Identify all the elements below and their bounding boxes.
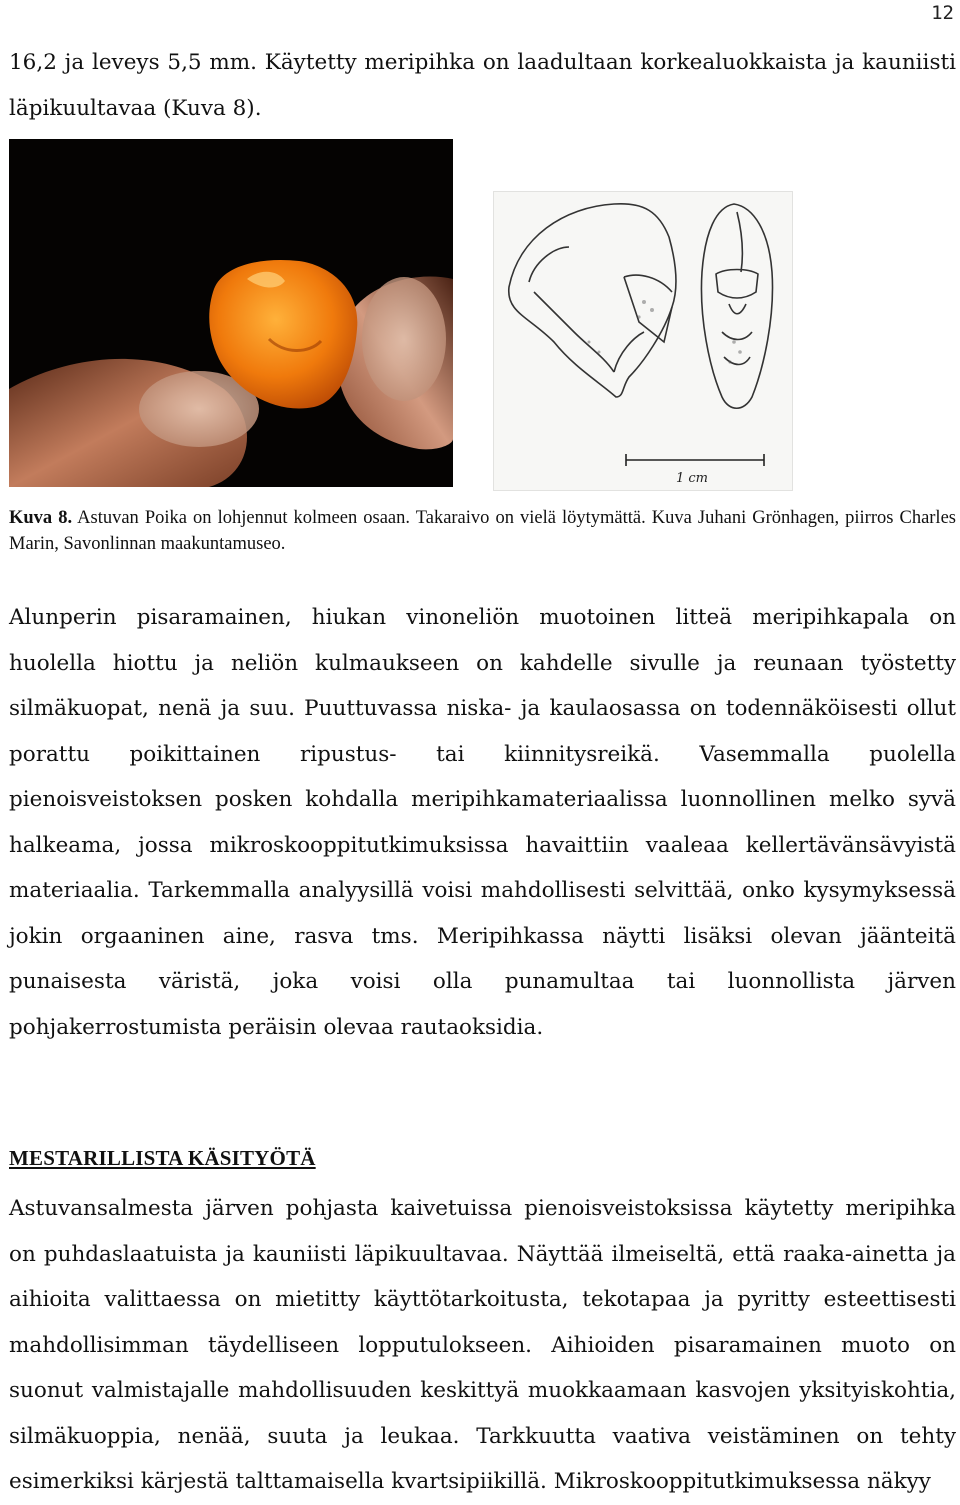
body-paragraph-2: Astuvansalmesta järven pohjasta kaivetuissa pienoisveistoksissa käytetty meripihka on puhdaslaatuista ja kauniisti läpikuultavaa. Näyttää ilmeiseltä, että raaka-ainetta ja aihioita valittaessa on mietitty käyttötarkoitusta, tekotapaa ja pyritty esteettisesti mahdollisimman täydelliseen lopputulokseen. Aihioiden pisaramainen muoto on suonut valmistajalle mahdollisuuden keskittyä muokkaamaan kasvojen yksityiskohtia, silmäkuoppia, nenää, suuta ja leukaa. Tarkkuutta vaativa veistäminen on tehty esimerkiksi kärjestä talttamaisella kvartsipiikillä. Mikroskooppitutkimuksessa näkyy — [9, 1196, 956, 1494]
figure-caption — [9, 505, 956, 557]
intro-paragraph: 16,2 ja leveys 5,5 mm. Käytetty meripihka on laadultaan korkealuokkaista ja kauniisti läpikuultavaa (Kuva 8). — [9, 50, 956, 121]
page-number: 12 — [931, 2, 954, 24]
figurine-line-drawing — [493, 191, 793, 491]
amber-figurine-photo — [9, 139, 453, 487]
figure-caption-label: Kuva 8. — [9, 508, 73, 528]
body-paragraph-1: Alunperin pisaramainen, hiukan vinoneliön muotoinen litteä meripihkapala on huolella hiottu ja neliön kulmaukseen on kahdelle sivulle ja reunaan työstetty silmäkuopat, nenä ja suu. Puuttuvassa niska- ja kaulaosassa on todennäköisesti ollut porattu poikittainen ripustus- tai kiinnitysreikä. Vasemmalla puolella pienoisveistoksen posken kohdalla meripihkamateriaalissa luonnollinen melko syvä halkeama, jossa mikroskooppitutkimuksissa havaittiin vaaleaa kellertävänsävyistä materiaalia. Tarkemmalla analyysillä voisi mahdollisesti selvittää, onko kysymyksessä jokin orgaaninen aine, rasva tms. Meripihkassa näytti lisäksi olevan jäänteitä punaisesta väristä, joka voisi olla punamultaa tai luonnollista järven pohjakerrostumista peräisin olevaa rautaoksidia. — [9, 605, 956, 1040]
section-heading: MESTARILLISTA KÄSITYÖTÄ — [9, 1146, 316, 1170]
figure-caption-text: Astuvan Poika on lohjennut kolmeen osaan. Takaraivo on vielä löytymättä. Kuva Juhani Grönhagen, piirros Charles Marin, Savonlinnan maakuntamuseo. — [9, 508, 956, 554]
drawing-scale-label: 1 cm — [676, 471, 709, 486]
